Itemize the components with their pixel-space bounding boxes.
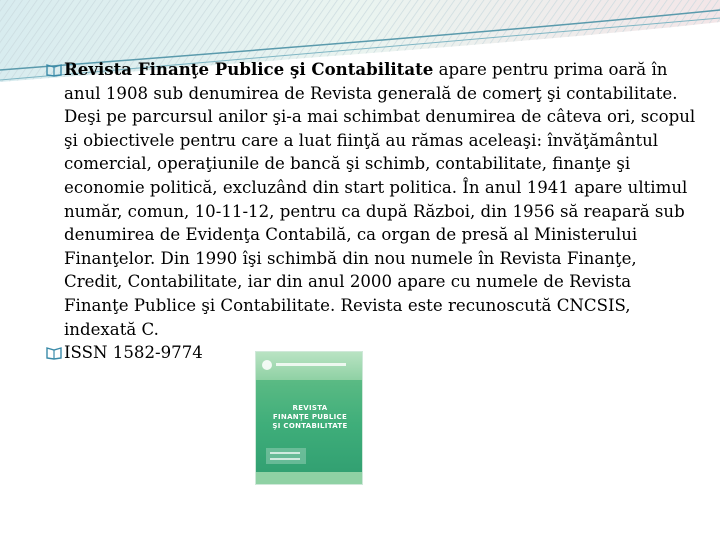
slide-body — [46, 58, 696, 365]
page-bullet-icon — [46, 346, 62, 360]
cover-issue-line — [270, 452, 300, 454]
cover-issue-line — [270, 458, 300, 460]
cover-issue-box — [266, 448, 306, 464]
cover-title — [264, 404, 356, 431]
history-text: apare pentru prima oară în anul 1908 sub denumirea de Revista generală de comerţ şi contabilitate. Deşi pe parcursul anilor şi-a mai schimbat denumirea de câteva ori, scopul şi obiectivele pentru care a luat fiinţă au rămas aceleaşi: învăţământul comercial, operaţiunile de bancă şi schimb, contabilitate, finanţe şi economie politică, excluzând din start politica. În anul 1941 apare ultimul număr, comun, 10-11-12, pentru ca după Război, din 1956 să reapară sub denumirea de Evidenţa Contabilă, ca organ de presă al Ministerului Finanţelor. Din 1990 îşi schimbă din nou numele în Revista Finanţe, Credit, Contabilitate, iar din anul 2000 apare cu numele de Revista Finanţe Publice şi Contabilitate. Revista este recunoscută CNCSIS, indexată C. — [64, 60, 696, 339]
page-bullet-icon — [46, 63, 62, 77]
issn-text: ISSN 1582-9774 — [64, 343, 203, 363]
journal-name: Revista Finanţe Publice şi Contabilitate — [64, 59, 434, 79]
cover-header — [256, 352, 362, 380]
cover-title-line: REVISTA — [292, 404, 328, 412]
cover-title-line: FINANŢE PUBLICE — [272, 413, 348, 421]
bullet-history — [46, 58, 696, 341]
cover-footer — [256, 472, 362, 484]
bullet-issn — [46, 341, 696, 365]
journal-cover-image — [256, 352, 362, 484]
cover-header-line — [276, 363, 346, 366]
cover-title-line: ŞI CONTABILITATE — [272, 422, 348, 430]
seal-icon — [262, 360, 272, 370]
